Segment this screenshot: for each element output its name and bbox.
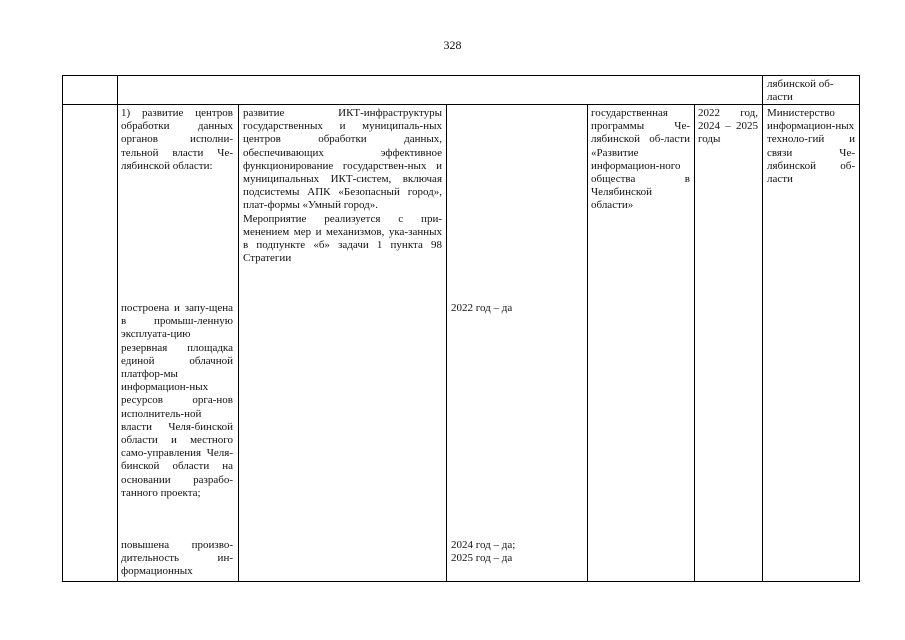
indicator-text-1: построена и запу-щена в промыш-ленную эксплуата-цию резервная площадка единой облачной платфор-мы информацион-ных ресурсов орга-нов исполнитель-ной власти Челя-бинской области и местного само-управления Челя-бинской области на основании разрабо-танного проекта;	[121, 302, 233, 499]
responsible-text: Министерство информацион-ных техноло-гий и связи Че-лябинской об-ласти	[767, 107, 855, 186]
target-value-2022: 2022 год – да	[451, 302, 513, 314]
page-number: 328	[443, 38, 462, 52]
goal-text: 1) развитие центров обработки данных органов исполни-тельной власти Че-лябинской области:	[121, 107, 233, 172]
measure-description	[243, 107, 442, 265]
measure-paragraph-1: развитие ИКТ-инфраструктуры государственных и муниципаль-ных центров обработки данных, обеспечивающих эффективное функционирование государствен-ных и муниципальных ИКТ-систем, включая подсистемы АПК «Безопасный город», плат-формы «Умный город».	[243, 107, 442, 212]
col-border	[238, 104, 239, 582]
col-border	[62, 75, 63, 582]
measure-paragraph-2: Мероприятие реализуется с при-менением мер и механизмов, ука-занных в подпунктe «б» задачи 1 пункта 98 Стратегии	[243, 212, 442, 265]
indicator-text-2: повышена произво-дительность ин-формационных	[121, 539, 233, 578]
top-row-col7-text: лябинской об- ласти	[767, 78, 834, 104]
row-divider	[62, 104, 860, 105]
col-border	[117, 75, 118, 582]
table-bottom-border	[62, 581, 860, 582]
col-border	[762, 75, 763, 582]
col-border	[694, 104, 695, 582]
target-value-2024-2025: 2024 год – да; 2025 год – да	[451, 539, 516, 565]
program-text: государственная программы Че-лябинской об-ласти «Развитие информацион-ного общества в Челябинской области»	[591, 107, 690, 212]
col-border	[859, 75, 860, 582]
col-border	[587, 104, 588, 582]
period-text: 2022 год, 2024 – 2025 годы	[698, 107, 758, 146]
col-border	[446, 104, 447, 582]
table-top-border	[62, 75, 860, 76]
